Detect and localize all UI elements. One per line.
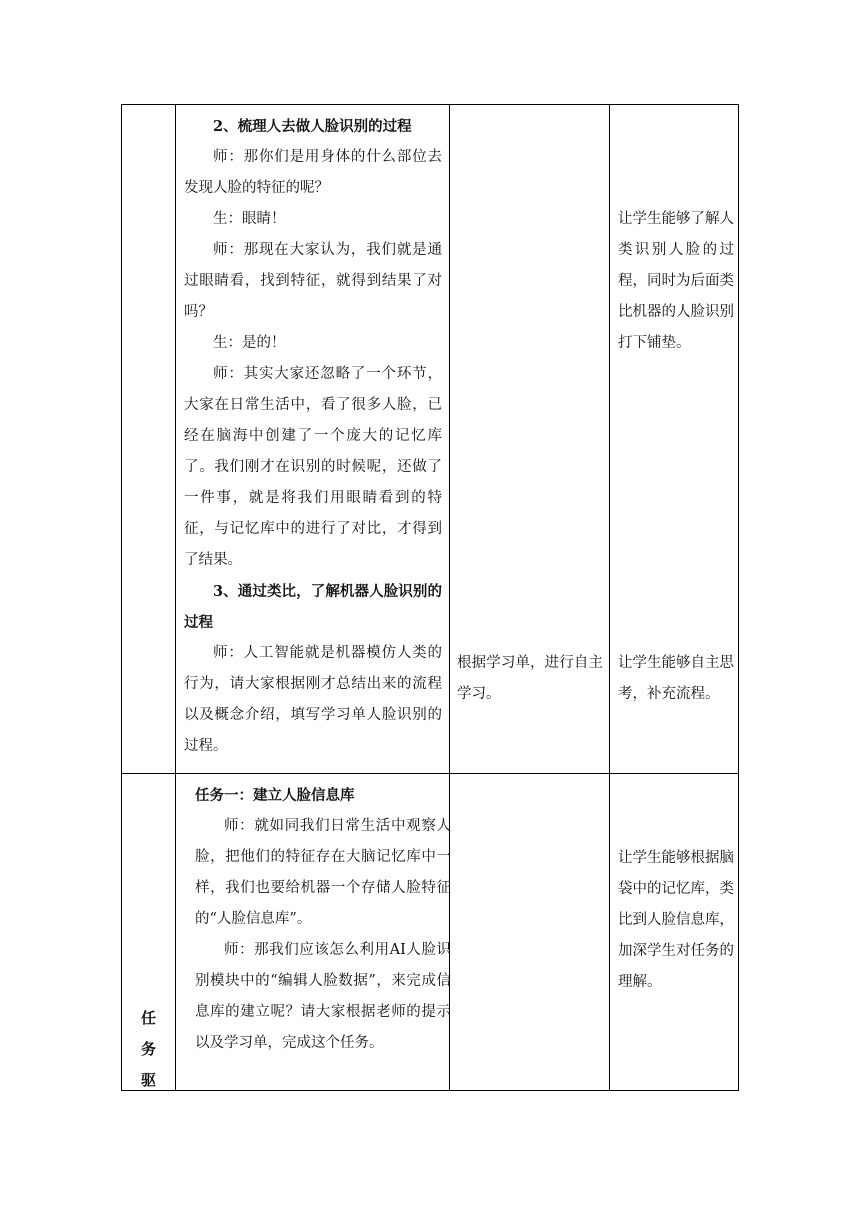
row1-design-intent-1 [618, 204, 734, 359]
design-intent-text: 让学生能够了解人类识别人脸的过程，同时为后面类比机器的人脸识别打下铺垫。 [618, 211, 734, 351]
dialogue-paragraph: 师：其实大家还忽略了一个环节，大家在日常生活中，看了很多人脸，已经在脑海中创建了一个庞大的记忆库了。我们刚才在识别的时候呢，还做了一件事，就是将我们用眼睛看到的特征，与记忆库中的进行了对比，才得到了结果。 [184, 366, 442, 568]
row1-design-intent-2 [618, 648, 734, 710]
dialogue-paragraph: 师：那我们应该怎么利用AI人脸识别模块中的“编辑人脸数据”，来完成信息库的建立呢？请大家根据老师的提示以及学习单，完成这个任务。 [195, 942, 451, 1051]
stage-label: 任 务 驱 [140, 1009, 156, 1089]
dialogue-paragraph: 生：眼睛！ [213, 211, 286, 227]
section-heading: 2、梳理人去做人脸识别的过程 [213, 118, 412, 135]
dialogue-paragraph: 师：那现在大家认为，我们就是通过眼睛看，找到特征，就得到结果了对吗？ [184, 242, 442, 320]
dialogue-paragraph: 师：人工智能就是机器模仿人类的行为，请大家根据刚才总结出来的流程以及概念介绍，填写学习单人脸识别的过程。 [184, 645, 442, 754]
lesson-table [121, 104, 739, 1091]
row1-student-activity [457, 648, 603, 710]
section-heading: 3、通过类比，了解机器人脸识别的过程 [184, 583, 442, 631]
dialogue-paragraph: 师：那你们是用身体的什么部位去发现人脸的特征的呢？ [184, 149, 442, 196]
dialogue-paragraph: 生：是的！ [213, 335, 286, 351]
dialogue-paragraph: 师：就如同我们日常生活中观察人脸，把他们的特征存在大脑记忆库中一样，我们也要给机器一个存储人脸特征的“人脸信息库”。 [195, 818, 451, 927]
row2-content-cell [195, 780, 451, 1059]
student-activity-text: 根据学习单，进行自主学习。 [457, 655, 603, 702]
row-divider [122, 773, 738, 774]
row2-design-intent [618, 843, 734, 998]
task-heading: 任务一：建立人脸信息库 [195, 787, 355, 804]
row1-content-cell [184, 111, 442, 762]
column-divider [609, 105, 610, 1090]
design-intent-text: 让学生能够根据脑袋中的记忆库，类比到人脸信息库，加深学生对任务的理解。 [618, 850, 734, 990]
design-intent-text: 让学生能够自主思考，补充流程。 [618, 655, 734, 702]
column-divider [175, 105, 176, 1090]
